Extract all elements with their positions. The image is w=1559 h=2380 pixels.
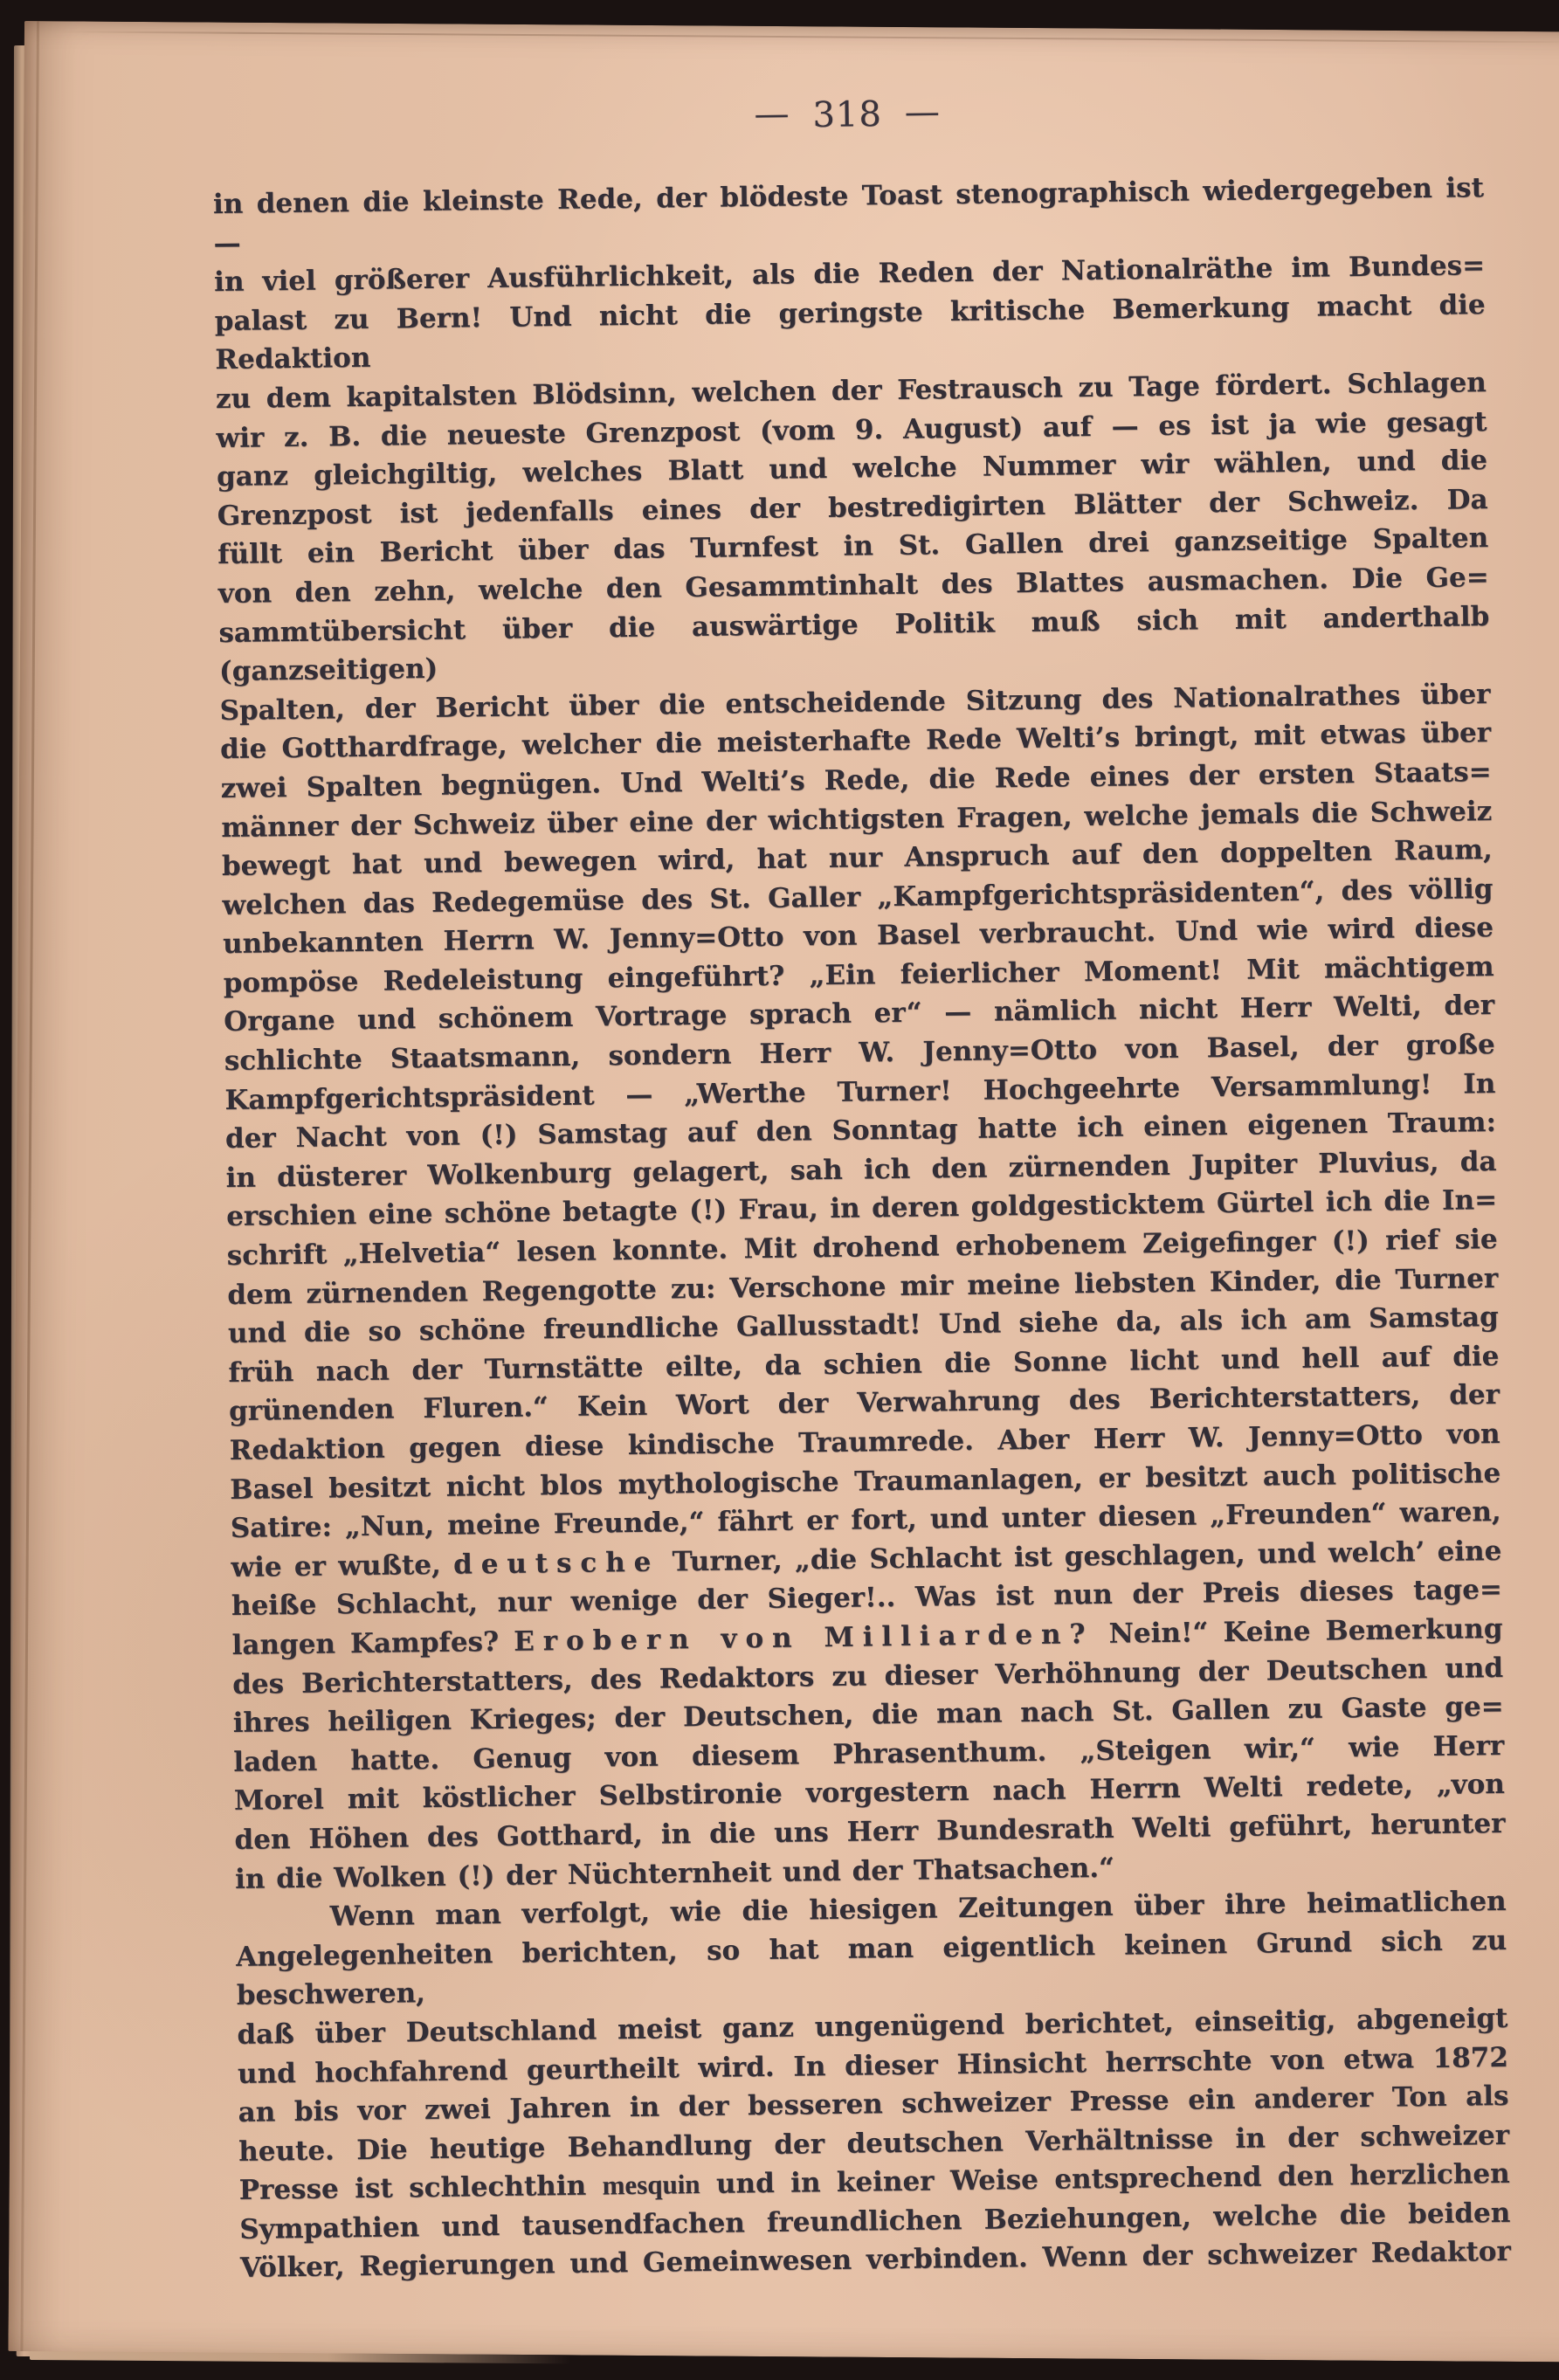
text-line: Redaktion gegen diese kindische Traumrede. Aber Herr W. Jenny=Otto von <box>229 1418 1500 1466</box>
text-line: dem zürnenden Regengotte zu: Verschone mir meine liebsten Kinder, die Turner <box>227 1262 1499 1311</box>
roman-type-segment: mesquin <box>602 2169 700 2201</box>
text-segment: Turner, „die Schlacht ist geschlagen, und welch’ eine <box>659 1535 1502 1578</box>
text-line-paragraph-start: Wenn man verfolgt, wie die hiesigen Zeitungen über ihre heimatlichen <box>329 1886 1507 1933</box>
text-line: Organe und schönem Vortrage sprach er“ — nämlich nicht Herr Welti, der <box>224 990 1495 1038</box>
text-line: den Höhen des Gotthard, in die uns Herr Bundesrath Welti geführt, herunter <box>234 1807 1506 1856</box>
text-line: schlichte Staatsmann, sondern Herr W. Jenny=Otto von Basel, der große <box>224 1029 1495 1078</box>
text-line: an bis vor zwei Jahren in der besseren schweizer Presse ein anderer Ton als <box>238 2080 1509 2128</box>
text-line: in viel größerer Ausführlichkeit, als die Reden der Nationalräthe im Bundes= <box>213 250 1486 299</box>
page-number: 318 <box>812 94 883 136</box>
text-segment: langen Kampfes? <box>231 1625 514 1661</box>
text-line: Satire: „Nun, meine Freunde,“ fährt er fort, und unter diesen „Freunden“ waren, <box>230 1496 1501 1545</box>
text-line: pompöse Redeleistung eingeführt? „Ein feierlicher Moment! Mit mächtigem <box>223 950 1494 999</box>
text-line: bewegt hat und bewegen wird, hat nur Anspruch auf den doppelten Raum, <box>221 834 1493 883</box>
folio-dash-right: — <box>904 92 942 133</box>
text-segment: und in keiner Weise entsprechend den herzlichen <box>700 2158 1510 2201</box>
text-line: Morel mit köstlicher Selbstironie vorgestern nach Herrn Welti redete, „von <box>233 1769 1506 1818</box>
text-line: Basel besitzt nicht blos mythologische Traumanlagen, er besitzt auch politische <box>230 1457 1501 1506</box>
text-line: in denen die kleinste Rede, der blödeste Toast stenographisch wiedergegeben ist — <box>212 172 1485 259</box>
text-line: schrift „Helvetia“ lesen konnte. Mit drohend erhobenem Zeigefinger (!) rief sie <box>226 1223 1498 1273</box>
text-line: daß über Deutschland meist ganz ungenügend berichtet, einseitig, abgeneigt <box>237 2002 1508 2051</box>
text-line: zwei Spalten begnügen. Und Welti’s Rede, die Rede eines der ersten Staats= <box>220 755 1492 804</box>
text-segment: Presse ist schlechthin <box>238 2170 603 2207</box>
text-line: des Berichterstatters, des Redaktors zu dieser Verhöhnung der Deutschen und <box>231 1652 1504 1700</box>
text-line: männer der Schweiz über eine der wichtigsten Fragen, welche jemals die Schweiz <box>221 795 1493 844</box>
body-text <box>213 169 1511 2288</box>
text-line: heiße Schlacht, nur wenige der Sieger!.. Was ist nun der Preis dieses tage= <box>231 1574 1503 1623</box>
text-line: und hochfahrend geurtheilt wird. In dieser Hinsicht herrschte von etwa 1872 <box>237 2041 1509 2090</box>
text-line: füllt ein Bericht über das Turnfest in St. Gallen drei ganzseitige Spalten <box>217 522 1489 571</box>
text-line: Sympathien und tausendfachen freundlichen Beziehungen, welche die beiden <box>239 2197 1511 2245</box>
text-segment: Nein!“ Keine Bemerkung <box>1093 1612 1503 1650</box>
text-line: zu dem kapitalsten Blödsinn, welchen der Festrausch zu Tage fördert. Schlagen <box>215 366 1487 416</box>
text-line: heute. Die heutige Behandlung der deutschen Verhältnisse in der schweizer <box>238 2119 1510 2168</box>
text-line: ihres heiligen Krieges; der Deutschen, die man nach St. Gallen zu Gaste ge= <box>232 1691 1504 1740</box>
book-page <box>8 21 1559 2362</box>
text-line: von den zehn, welche den Gesammtinhalt des Blattes ausmachen. Die Ge= <box>217 561 1489 610</box>
text-line: unbekannten Herrn W. Jenny=Otto von Basel verbraucht. Und wie wird diese <box>222 912 1494 961</box>
text-line: laden hatte. Genug von diesem Phrasenthum. „Steigen wir,“ wie Herr <box>233 1729 1505 1778</box>
text-line: früh nach der Turnstätte eilte, da schien die Sonne licht und hell auf die <box>228 1340 1500 1389</box>
text-line: sammtübersicht über die auswärtige Politik muß sich mit anderthalb (ganzseitigen) <box>218 600 1490 688</box>
text-line: Angelegenheiten berichten, so hat man eigentlich keinen Grund sich zu beschweren, <box>236 1924 1507 2012</box>
folio-dash-left: — <box>754 93 790 135</box>
letterspaced-segment: deutsche <box>452 1546 660 1581</box>
text-line: Kampfgerichtspräsident — „Werthe Turner! Hochgeehrte Versammlung! In <box>224 1067 1496 1116</box>
page-content <box>211 86 1511 2288</box>
text-line: grünenden Fluren.“ Kein Wort der Verwahrung des Berichterstatters, der <box>228 1379 1500 1428</box>
text-segment: wie er wußte, <box>231 1549 454 1583</box>
letterspaced-segment: Erobern von Milliarden? <box>513 1618 1094 1658</box>
text-line: palast zu Bern! Und nicht die geringste kritische Bemerkung macht die Redaktion <box>214 288 1486 376</box>
text-line: erschien eine schöne betagte (!) Frau, in deren goldgesticktem Gürtel ich die In= <box>225 1184 1498 1233</box>
text-line: der Nacht von (!) Samstag auf den Sonntag hatte ich einen eigenen Traum: <box>224 1107 1497 1156</box>
text-line: Spalten, der Bericht über die entscheidende Sitzung des Nationalrathes über <box>219 678 1491 727</box>
text-line: Völker, Regierungen und Gemeinwesen verbinden. Wenn der schweizer Redaktor <box>239 2236 1512 2285</box>
text-line: Grenzpost ist jedenfalls eines der bestredigirten Blätter der Schweiz. Da <box>217 483 1488 532</box>
text-line: in düsterer Wolkenburg gelagert, sah ich den zürnenden Jupiter Pluvius, da <box>225 1145 1497 1194</box>
text-line: wir z. B. die neueste Grenzpost (vom 9. August) auf — es ist ja wie gesagt <box>216 405 1487 454</box>
text-line: und die so schöne freundliche Gallusstadt! Und siehe da, als ich am Samstag <box>227 1301 1500 1350</box>
text-line: die Gotthardfrage, welcher die meisterhafte Rede Welti’s bringt, mit etwas über <box>219 717 1492 766</box>
text-line: welchen das Redegemüse des St. Galler „Kampfgerichtspräsidenten“, des völlig <box>222 873 1493 921</box>
text-line-paragraph-end: in die Wolken (!) der Nüchternheit und der Thatsachen.“ <box>234 1852 1115 1895</box>
text-line: ganz gleichgiltig, welches Blatt und welche Nummer wir wählen, und die <box>216 445 1488 493</box>
